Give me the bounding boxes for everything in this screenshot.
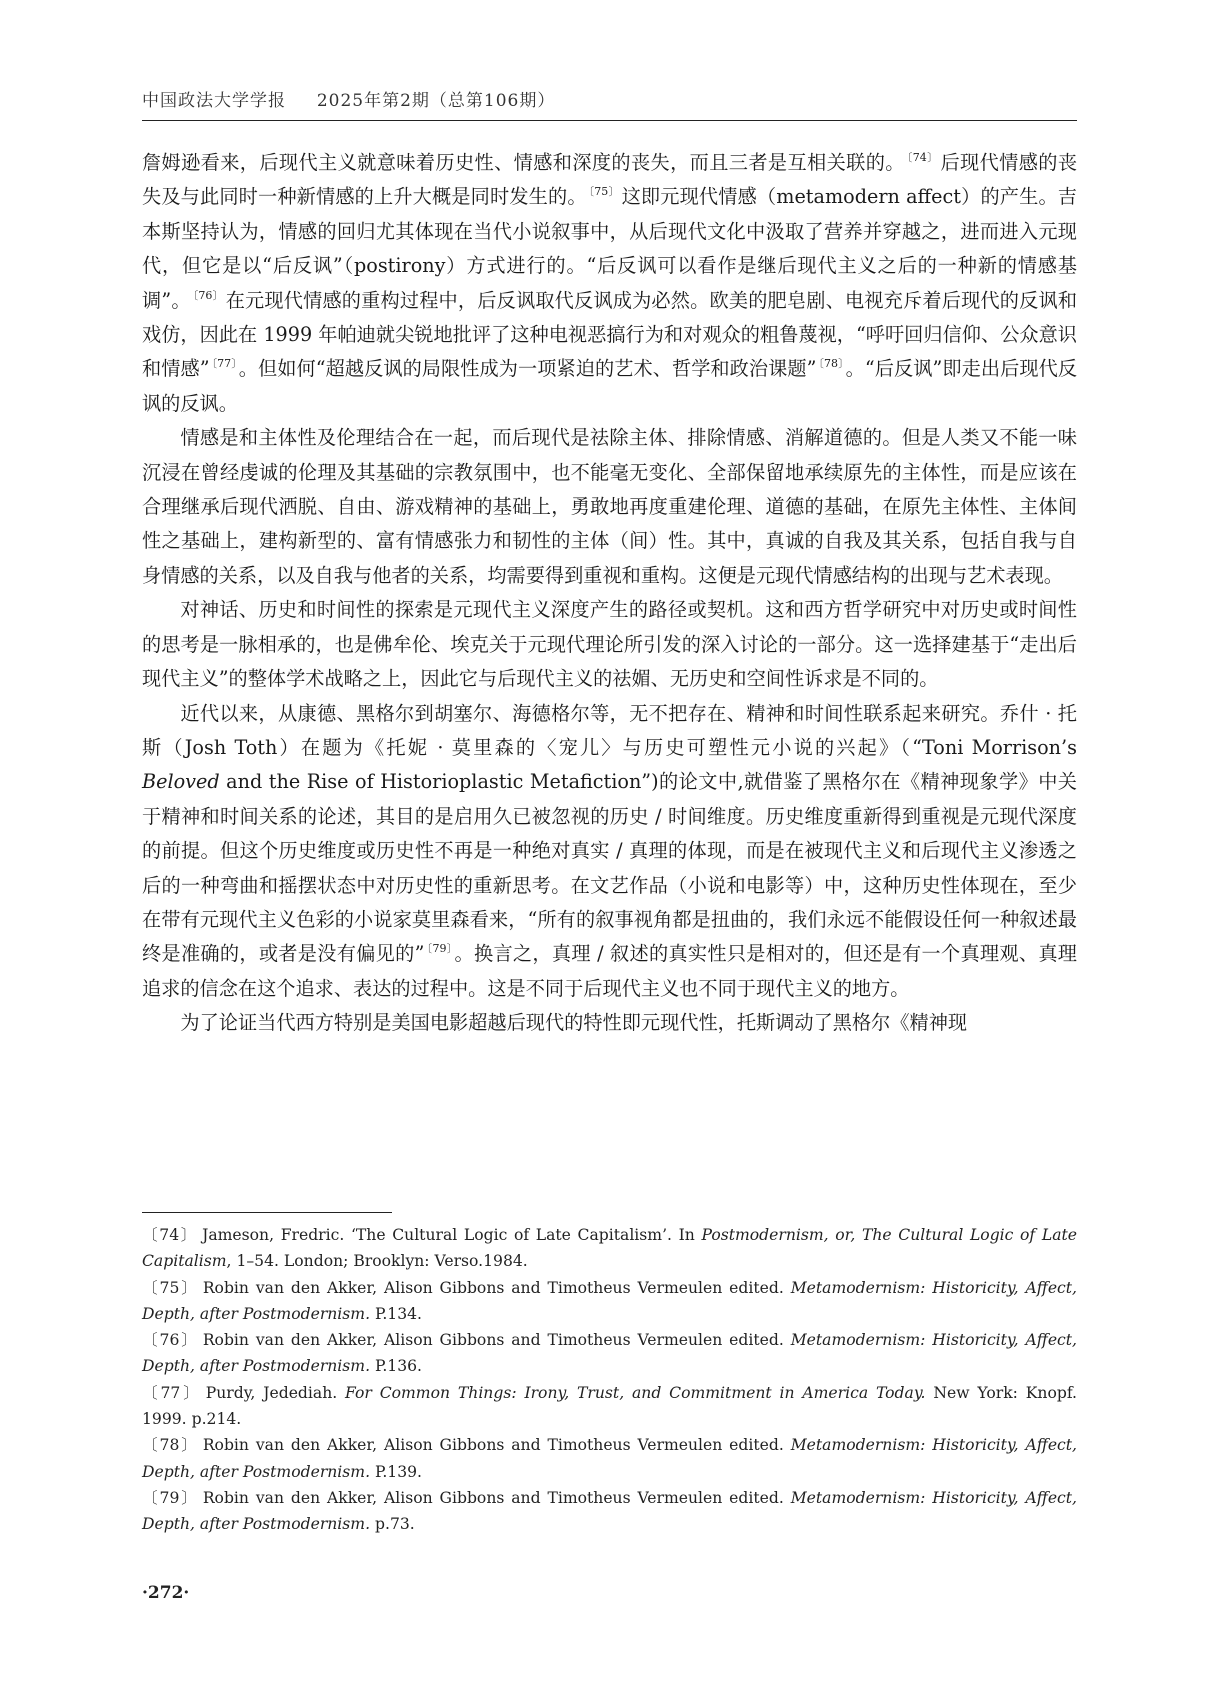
footnote-text: P.134. <box>370 1304 423 1323</box>
footnote-text: P.139. <box>370 1462 423 1481</box>
journal-name: 中国政法大学学报 <box>142 91 286 111</box>
footnote-number: 〔74〕 <box>142 1226 199 1244</box>
issue-info: 2025年第2期（总第106期） <box>316 91 556 111</box>
footnote-text: P.136. <box>370 1357 423 1376</box>
paragraph-2: 情感是和主体性及伦理结合在一起，而后现代是祛除主体、排除情感、消解道德的。但是人类又不能一味沉浸在曾经虔诚的伦理及其基础的宗教氛围中，也不能毫无变化、全部保留地承续原先的主体性，而是应该在合理继承后现代洒脱、自由、游戏精神的基础上，勇敢地再度重建伦理、道德的基础，在原先主体性、主体间性之基础上，建构新型的、富有情感张力和韧性的主体（间）性。其中，真诚的自我及其关系，包括自我与自身情感的关系，以及自我与他者的关系，均需要得到重视和重构。这便是元现代情感结构的出现与艺术表现。 <box>142 426 1077 587</box>
footnote-text: Jameson, Fredric. ‘The Cultural Logic of Late Capitalism’. In <box>202 1226 702 1244</box>
citation-ref-75[interactable]: 〔75〕 <box>588 185 620 199</box>
header-rule <box>142 120 1077 121</box>
paragraph-text: and the Rise of Historioplastic Metafiction”)的论文中,就借鉴了黑格尔在《精神现象学》中关于精神和时间关系的论述，其目的是启用久已被忽视的历史 / 时间维度。历史维度重新得到重视是元现代深度的前提。但这个历史维度或历史性不再是一种绝对真实 / 真理的体现，而是在被现代主义和后现代主义渗透之后的一种弯曲和摇摆状态中对历史性的重新思考。在文艺作品（小说和电影等）中，这种历史性体现在，至少在带有元现代主义色彩的小说家莫里森看来，“所有的叙事视角都是扭曲的，我们永远不能假设任何一种叙述最终是准确的，或者是没有偏见的” <box>142 770 1077 966</box>
footnote-79 <box>142 1485 1077 1538</box>
footnote-number: 〔76〕 <box>142 1331 199 1350</box>
running-header <box>142 86 555 111</box>
paragraph-text: 后现代情感的丧失及与此同时一种新情感的上升大概是同时发生的。 <box>142 151 1078 209</box>
footnote-text: Robin van den Akker, Alison Gibbons and Timotheus Vermeulen edited. <box>202 1331 791 1350</box>
citation-ref-77[interactable]: 〔77〕 <box>211 357 237 371</box>
body-text <box>142 146 1077 1041</box>
footnote-rule <box>142 1212 392 1213</box>
footnote-title: Metamodernism: Historicity, Affect, Depth, after Postmodernism. <box>142 1436 1077 1481</box>
citation-ref-74[interactable]: 〔74〕 <box>906 151 939 164</box>
footnote-title: For Common Things: Irony, Trust, and Commitment in America Today. <box>345 1383 926 1402</box>
footnote-74 <box>142 1222 1077 1275</box>
footnote-number: 〔79〕 <box>142 1488 199 1507</box>
citation-ref-78[interactable]: 〔78〕 <box>818 357 844 371</box>
paragraph-text: 。换言之，真理 / 叙述的真实性只是相对的，但还是有一个真理观、真理追求的信念在这个追求、表达的过程中。这是不同于后现代主义也不同于现代主义的地方。 <box>142 942 1077 1000</box>
footnote-77 <box>142 1380 1077 1433</box>
footnote-78 <box>142 1432 1077 1485</box>
footnotes <box>142 1222 1077 1538</box>
italic-title: Beloved <box>142 770 220 794</box>
footnote-text: Purdy, Jedediah. <box>205 1383 346 1402</box>
footnote-76 <box>142 1327 1077 1380</box>
footnote-title: Metamodernism: Historicity, Affect, Depth, after Postmodernism. <box>142 1331 1077 1376</box>
paragraph-5: 为了论证当代西方特别是美国电影超越后现代的特性即元现代性，托斯调动了黑格尔《精神现 <box>180 1011 968 1035</box>
footnote-title: Postmodernism, or, The Cultural Logic of Late Capitalism <box>142 1226 1077 1271</box>
page-number: ·272· <box>142 1583 190 1603</box>
footnote-text: Robin van den Akker, Alison Gibbons and Timotheus Vermeulen edited. <box>202 1488 791 1507</box>
footnote-number: 〔78〕 <box>142 1436 199 1455</box>
footnote-text: p.73. <box>370 1515 415 1534</box>
footnote-title: Metamodernism: Historicity, Affect, Depth, after Postmodernism. <box>142 1278 1077 1323</box>
footnote-number: 〔77〕 <box>142 1383 202 1402</box>
paragraph-text: 詹姆逊看来，后现代主义就意味着历史性、情感和深度的丧失，而且三者是互相关联的。 <box>142 151 905 174</box>
paragraph-text: 在元现代情感的重构过程中，后反讽取代反讽成为必然。欧美的肥皂剧、电视充斥着后现代的反讽和戏仿，因此在 1999 年帕迪就尖锐地批评了这种电视恶搞行为和对观众的粗鲁蔑视，“呼吁回归信仰、公众意识和情感” <box>142 288 1078 381</box>
footnote-text: New York: Knopf. 1999. p.214. <box>142 1383 1078 1429</box>
citation-ref-76[interactable]: 〔76〕 <box>192 288 224 302</box>
footnote-number: 〔75〕 <box>142 1278 199 1297</box>
citation-ref-79[interactable]: 〔79〕 <box>426 942 453 956</box>
paragraph-text: 。“后反讽”即走出后现代反讽的反讽。 <box>142 357 1078 415</box>
footnote-75 <box>142 1275 1077 1328</box>
footnote-text: , 1–54. London; Brooklyn: Verso.1984. <box>226 1252 528 1271</box>
paragraph-3: 对神话、历史和时间性的探索是元现代主义深度产生的路径或契机。这和西方哲学研究中对历史或时间性的思考是一脉相承的，也是佛牟伦、埃克关于元现代理论所引发的深入讨论的一部分。这一选择建基于“走出后现代主义”的整体学术战略之上，因此它与后现代主义的祛媚、无历史和空间性诉求是不同的。 <box>142 598 1077 691</box>
footnote-text: Robin van den Akker, Alison Gibbons and Timotheus Vermeulen edited. <box>202 1278 791 1297</box>
paragraph-4 <box>142 697 1077 1007</box>
paragraph-text: 。但如何“超越反讽的局限性成为一项紧迫的艺术、哲学和政治课题” <box>238 357 817 381</box>
footnote-title: Metamodernism: Historicity, Affect, Depth, after Postmodernism. <box>142 1488 1077 1534</box>
paragraph-text: 近代以来，从康德、黑格尔到胡塞尔、海德格尔等，无不把存在、精神和时间性联系起来研究。乔什 · 托斯（Josh Toth）在题为《托妮 · 莫里森的〈宠儿〉与历史可塑性元小说的兴起》（“Toni Morrison’s <box>142 701 1077 759</box>
paragraph-text: 这即元现代情感（metamodern affect）的产生。吉本斯坚持认为，情感的回归尤其体现在当代小说叙事中，从后现代文化中汲取了营养并穿越之，进而进入元现代，但它是以“后反讽”（postirony）方式进行的。“后反讽可以看作是继后现代主义之后的一种新的情感基调”。 <box>142 185 1077 312</box>
paragraph-1 <box>142 146 1077 421</box>
footnote-text: Robin van den Akker, Alison Gibbons and Timotheus Vermeulen edited. <box>202 1436 791 1455</box>
